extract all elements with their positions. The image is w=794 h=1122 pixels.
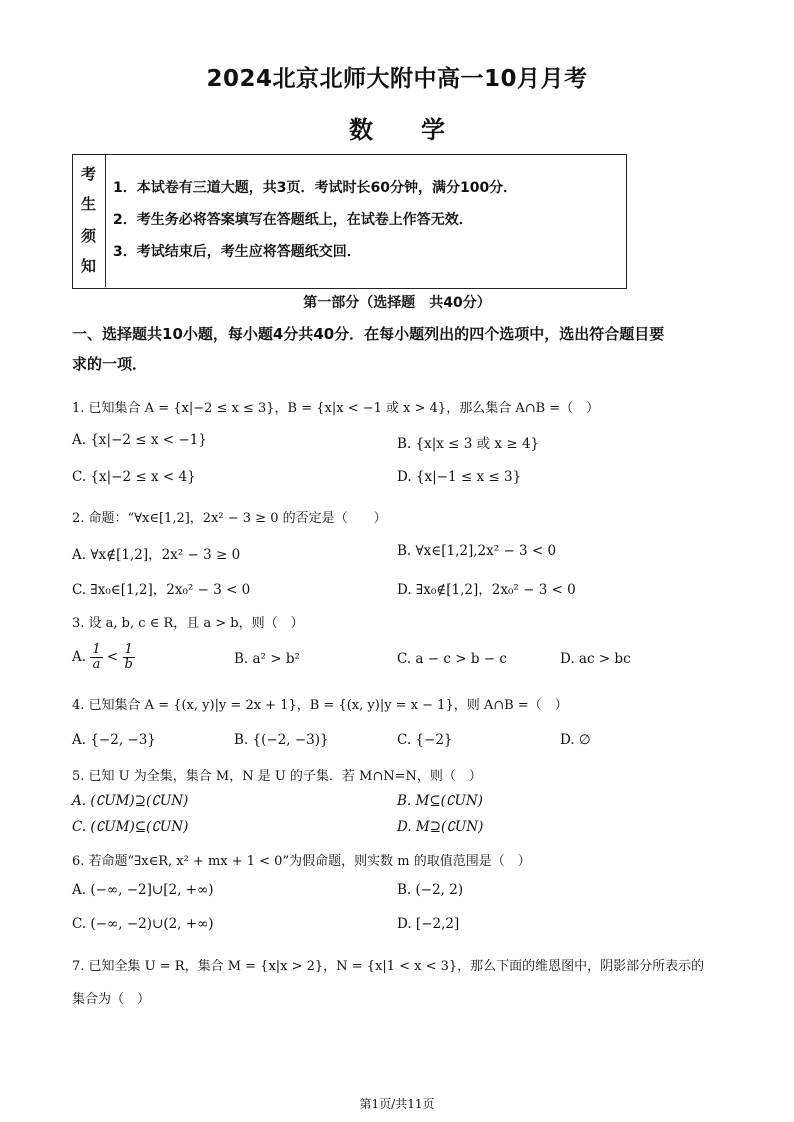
- question-5-option-b: B. M⊆(∁UN): [397, 793, 483, 809]
- question-6-option-b: B. (−2, 2): [397, 882, 464, 898]
- question-6-stem: 6. 若命题“∃x∈R, x² + mx + 1 < 0”为假命题，则实数 m 的取值范围是（ ）: [72, 854, 531, 869]
- question-5-option-c: C. (∁UM)⊆(∁UN): [72, 819, 189, 835]
- question-1-option-d: D. {x|−1 ≤ x ≤ 3}: [397, 469, 522, 485]
- exam-title: 2024北京北师大附中高一10月月考: [206, 66, 588, 92]
- section-instruction-line1: 一、选择题共10小题，每小题4分共40分．在每小题列出的四个选项中，选出符合题目要: [72, 325, 665, 343]
- question-7-stem-line2: 集合为（ ）: [72, 992, 151, 1007]
- question-5-option-d: D. M⊇(∁UN): [397, 819, 484, 835]
- question-6-option-d: D. [−2,2]: [397, 916, 460, 932]
- question-2-option-a: A. ∀x∉[1,2]，2x² − 3 ≥ 0: [72, 547, 241, 563]
- fraction-relation: <: [106, 649, 119, 665]
- question-4-stem: 4. 已知集合 A = {(x, y)|y = 2x + 1}，B = {(x, y)|y = x − 1}，则 A∩B =（ ）: [72, 698, 568, 713]
- notice-box: [72, 154, 627, 289]
- notice-label-char: 知: [81, 257, 97, 275]
- question-7-stem: 7. 已知全集 U = R，集合 M = {x|x > 2}，N = {x|1 < x < 3}，那么下面的维恩图中，阴影部分所表示的: [72, 959, 705, 974]
- question-3-option-a: [72, 643, 135, 672]
- question-6-option-a: A. (−∞, −2]∪[2, +∞): [72, 882, 214, 898]
- question-3-option-a-label: A.: [72, 649, 87, 665]
- notice-label-char: 生: [81, 195, 97, 213]
- notice-item: 1．本试卷有三道大题，共3页．考试时长60分钟，满分100分．: [113, 180, 518, 196]
- question-2-stem: 2. 命题：“∀x∈[1,2]，2x² − 3 ≥ 0 的否定是（ ）: [72, 511, 387, 526]
- notice-item: 3．考试结束后，考生应将答题纸交回．: [113, 244, 361, 260]
- question-3-option-c: C. a − c > b − c: [397, 651, 507, 667]
- question-4-option-c: C. {−2}: [397, 732, 453, 748]
- question-3-option-b: B. a² > b²: [234, 651, 300, 667]
- notice-label-char: 须: [81, 227, 97, 245]
- question-4-option-b: B. {(−2, −3)}: [234, 732, 329, 748]
- question-3-stem: 3. 设 a, b, c ∈ R，且 a > b，则（ ）: [72, 616, 304, 631]
- part-heading: 第一部分（选择题 共40分）: [303, 295, 491, 311]
- notice-item: 2．考生务必将答案填写在答题纸上，在试卷上作答无效．: [113, 212, 473, 228]
- question-1-option-a: A. {x|−2 ≤ x < −1}: [72, 432, 207, 448]
- question-5-option-a: A. (∁UM)⊇(∁UN): [72, 793, 189, 809]
- subject-title: 数 学: [349, 116, 445, 144]
- page-footer: 第1页/共11页: [359, 1097, 435, 1111]
- question-2-option-d: D. ∃x₀∉[1,2]，2x₀² − 3 < 0: [397, 582, 576, 598]
- question-1-stem: 1. 已知集合 A = {x|−2 ≤ x ≤ 3}，B = {x|x < −1 或 x > 4}，那么集合 A∩B =（ ）: [72, 401, 600, 416]
- question-4-option-d: D. ∅: [560, 732, 591, 748]
- question-1-option-b: B. {x|x ≤ 3 或 x ≥ 4}: [397, 436, 540, 452]
- question-6-option-c: C. (−∞, −2)∪(2, +∞): [72, 916, 214, 932]
- question-2-option-c: C. ∃x₀∈[1,2]，2x₀² − 3 < 0: [72, 582, 251, 598]
- section-instruction-line2: 求的一项．: [72, 355, 148, 373]
- notice-label-char: 考: [81, 165, 97, 183]
- question-1-option-c: C. {x|−2 ≤ x < 4}: [72, 469, 196, 485]
- fraction-1-over-b: $\frac{1}{b}$: [124, 642, 133, 672]
- notice-label: [73, 155, 106, 287]
- question-3-option-d: D. ac > bc: [560, 651, 631, 667]
- question-2-option-b: B. ∀x∈[1,2],2x² − 3 < 0: [397, 543, 557, 559]
- question-5-stem: 5. 已知 U 为全集，集合 M，N 是 U 的子集．若 M∩N=N，则（ ）: [72, 769, 482, 784]
- question-4-option-a: A. {−2, −3}: [72, 732, 156, 748]
- fraction-1-over-a: $\frac{1}{a}$: [92, 642, 101, 672]
